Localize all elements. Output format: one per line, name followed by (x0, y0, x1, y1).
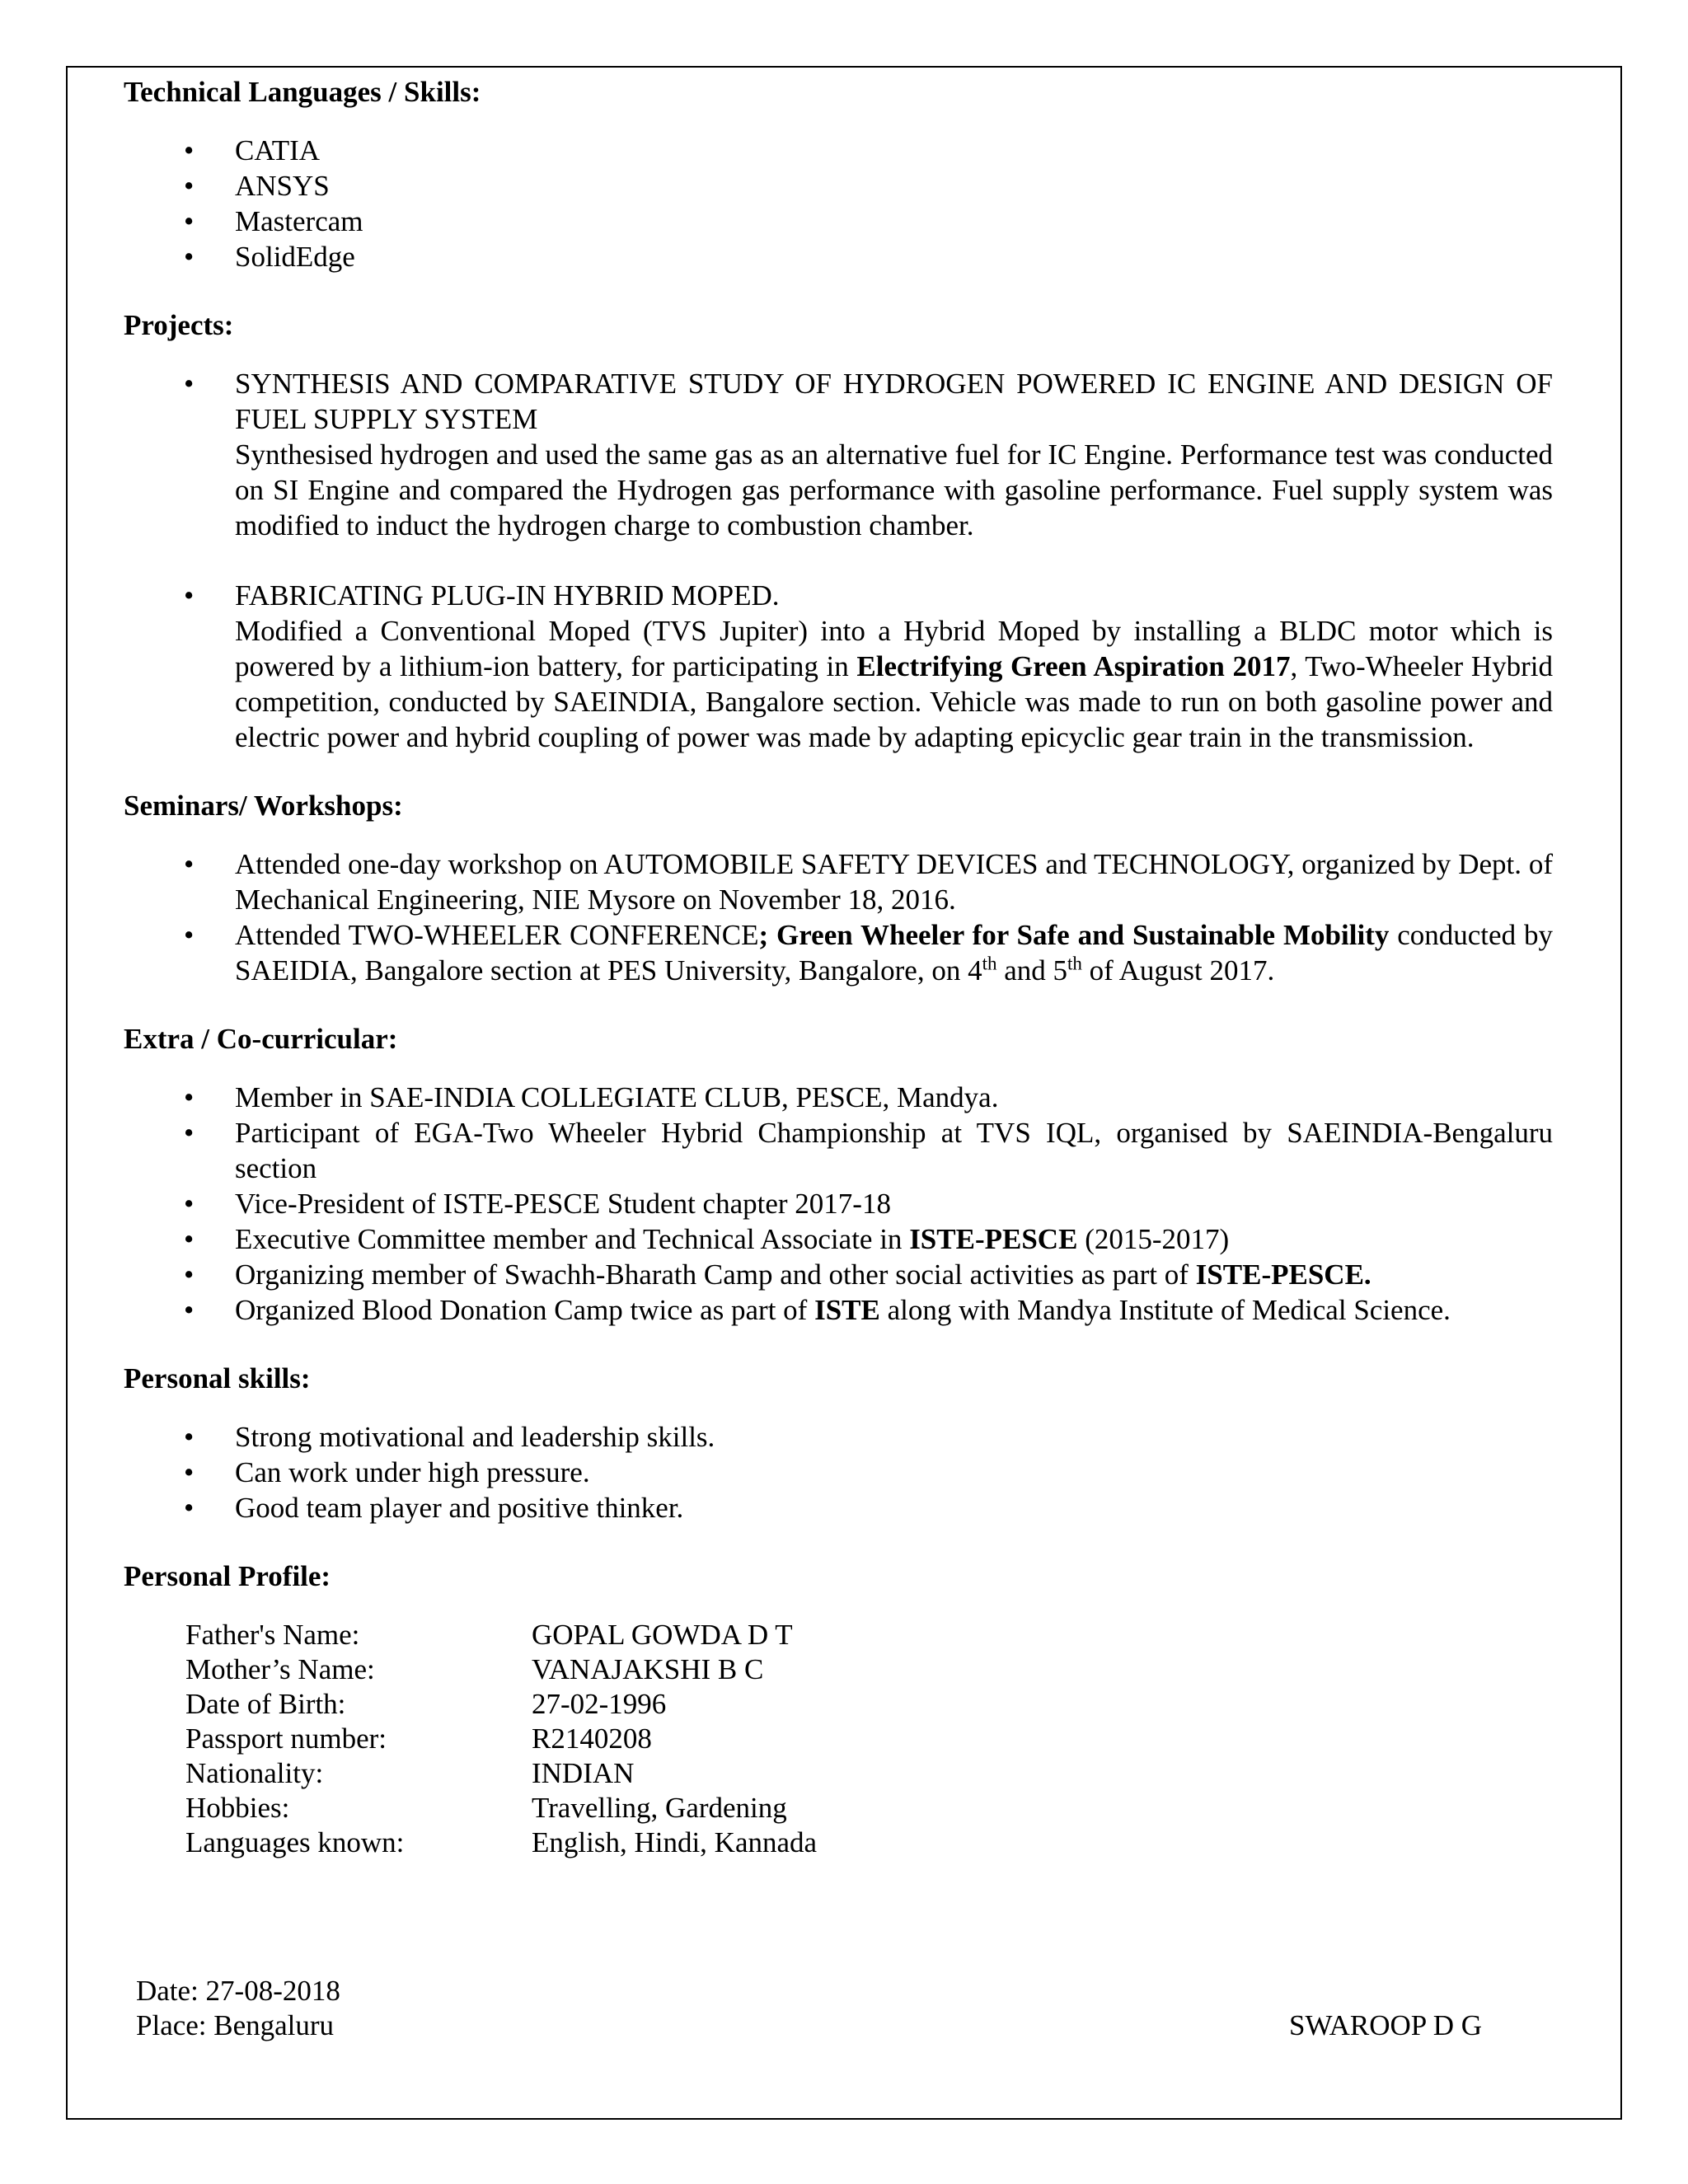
list-item: • Participant of EGA-Two Wheeler Hybrid Championship at TVS IQL, organised by SAEINDIA-Bengaluru section (184, 1117, 1553, 1184)
footer-place: Place: Bengaluru (136, 2009, 335, 2041)
bullet-icon: • (184, 205, 195, 237)
profile-heading: Personal Profile: (124, 1560, 331, 1592)
list-item: • Organized Blood Donation Camp twice as part of ISTE along with Mandya Institute of Medical Science. (184, 1294, 1451, 1326)
bullet-icon: • (184, 1456, 195, 1488)
profile-row (185, 1721, 1553, 1755)
profile-label: Passport number: (185, 1722, 387, 1755)
list-item: • CATIA (184, 134, 321, 166)
profile-value: Travelling, Gardening (532, 1792, 787, 1824)
profile-label: Date of Birth: (185, 1688, 346, 1720)
profile-row (185, 1755, 1553, 1790)
list-item: • SolidEdge (184, 241, 355, 273)
list-item: • ANSYS (184, 170, 330, 202)
profile-label: Languages known: (185, 1826, 405, 1858)
bullet-icon: • (184, 170, 195, 202)
footer-date: Date: 27-08-2018 (136, 1975, 340, 2007)
skills-heading: Technical Languages / Skills: (124, 76, 481, 108)
profile-label: Hobbies: (185, 1792, 290, 1824)
profile-value: 27-02-1996 (532, 1688, 667, 1720)
bullet-icon: • (184, 1117, 195, 1149)
list-item: • Good team player and positive thinker. (184, 1492, 684, 1524)
profile-value: GOPAL GOWDA D T (532, 1619, 793, 1651)
extra-list (124, 1080, 1553, 1328)
profile-label: Nationality: (185, 1757, 324, 1789)
list-item: • Attended TWO-WHEELER CONFERENCE; Green Wheeler for Safe and Sustainable Mobility conducted by SAEIDIA, Bangalore section at PES University, Bangalore, on 4th and 5th of August 2017. (184, 919, 1553, 987)
bullet-icon: • (184, 1081, 195, 1113)
seminars-list (124, 846, 1553, 988)
bullet-icon: • (184, 919, 195, 951)
profile-value: R2140208 (532, 1722, 652, 1755)
list-item: • Can work under high pressure. (184, 1456, 590, 1488)
project-title: FABRICATING PLUG-IN HYBRID MOPED. (235, 579, 780, 612)
profile-row (185, 1790, 1553, 1825)
project-item (124, 578, 1553, 755)
profile-label: Father's Name: (185, 1619, 360, 1651)
list-item: • Vice-President of ISTE-PESCE Student chapter 2017-18 (184, 1188, 891, 1220)
bullet-icon: • (184, 1294, 195, 1326)
projects-list (124, 366, 1553, 755)
profile-value: VANAJAKSHI B C (532, 1653, 764, 1685)
list-item: • Member in SAE-INDIA COLLEGIATE CLUB, PESCE, Mandya. (184, 1081, 999, 1113)
bullet-icon: • (184, 848, 195, 880)
seminars-heading: Seminars/ Workshops: (124, 790, 403, 822)
profile-row (185, 1617, 1553, 1652)
list-item: • Attended one-day workshop on AUTOMOBILE SAFETY DEVICES and TECHNOLOGY, organized by Dept. of Mechanical Engineering, NIE Mysore on November 18, 2016. (184, 848, 1553, 916)
bullet-icon: • (184, 134, 195, 166)
projects-heading: Projects: (124, 309, 234, 341)
list-item: • Strong motivational and leadership skills. (184, 1421, 715, 1453)
project-description: Modified a Conventional Moped (TVS Jupiter) into a Hybrid Moped by installing a BLDC motor which is powered by a lithium-ion battery, for participating in Electrifying Green Aspiration 2017, Two-Wheeler Hybrid competition, conducted by SAEINDIA, Bangalore section. Vehicle was made to run on both gasoline power and electric power and hybrid coupling of power was made by adapting epicyclic gear train in the transmission. (235, 615, 1554, 753)
skills-list (124, 133, 1553, 274)
profile-row (185, 1825, 1553, 1859)
profile-value: INDIAN (532, 1757, 635, 1789)
list-item: • Executive Committee member and Technical Associate in ISTE-PESCE (2015-2017) (184, 1223, 1230, 1255)
extra-heading: Extra / Co-curricular: (124, 1023, 398, 1055)
profile-row (185, 1652, 1553, 1686)
profile-label: Mother’s Name: (185, 1653, 375, 1685)
personal-skills-list (124, 1419, 1553, 1526)
bullet-icon: • (184, 1421, 195, 1453)
bullet-icon: • (184, 1188, 195, 1220)
bullet-icon: • (184, 579, 195, 612)
bullet-icon: • (184, 1223, 195, 1255)
bullet-icon: • (184, 1492, 195, 1524)
signature-name: SWAROOP D G (1288, 2009, 1482, 2041)
project-item (124, 366, 1553, 543)
bullet-icon: • (184, 368, 195, 400)
profile-table (185, 1617, 1553, 1859)
list-item: • Mastercam (184, 205, 363, 237)
list-item: • Organizing member of Swachh-Bharath Camp and other social activities as part of ISTE-PESCE. (184, 1258, 1372, 1291)
bullet-icon: • (184, 241, 195, 273)
profile-value: English, Hindi, Kannada (532, 1826, 818, 1858)
personal-skills-heading: Personal skills: (124, 1362, 311, 1394)
bullet-icon: • (184, 1258, 195, 1291)
footer-date-place (136, 1974, 340, 2043)
resume-body (124, 74, 1553, 1859)
project-title: SYNTHESIS AND COMPARATIVE STUDY OF HYDROGEN POWERED IC ENGINE AND DESIGN OF FUEL SUPPLY SYSTEM (235, 368, 1553, 435)
project-description: Synthesised hydrogen and used the same gas as an alternative fuel for IC Engine. Performance test was conducted on SI Engine and compared the Hydrogen gas performance with gasoline performance. Fuel supply system was modified to induct the hydrogen charge to combustion chamber. (235, 438, 1553, 541)
profile-row (185, 1686, 1553, 1721)
